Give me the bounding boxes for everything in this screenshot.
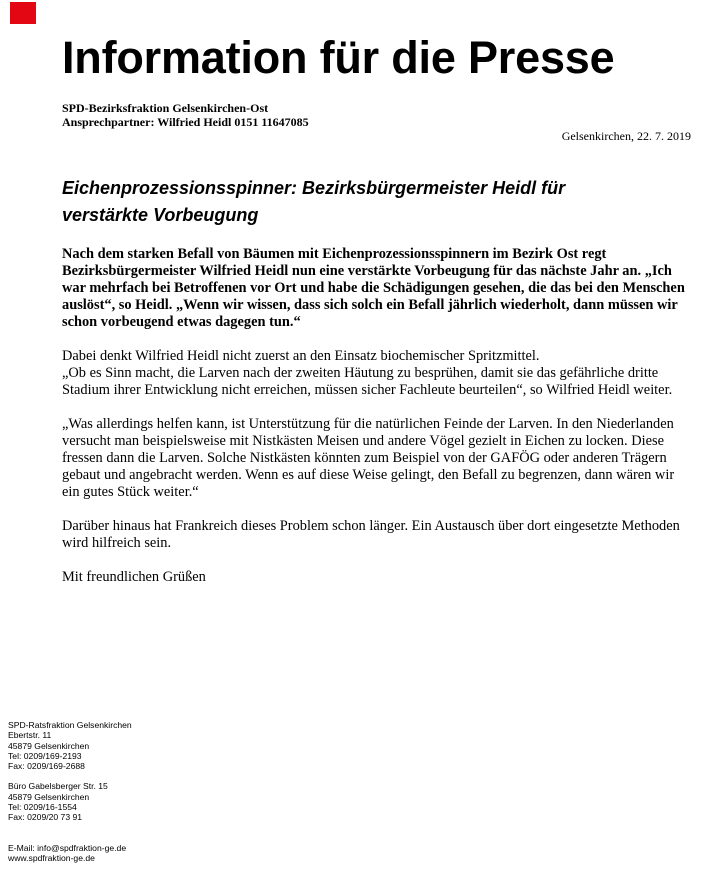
paragraph-4: Darüber hinaus hat Frankreich dieses Problem schon länger. Ein Austausch über dort eingesetzte Methoden wird hilfreich sein. [62,518,680,551]
lead-paragraph: Nach dem starken Befall von Bäumen mit Eichenprozessionsspinnern im Bezirk Ost regt Bezirksbürgermeister Wilfried Heidl nun eine verstärkte Vorbeugung für das nächste Jahr an. „Ich war mehrfach bei Betroffenen vor Ort und habe die Schädigungen gesehen, die das bei den Menschen auslöst“, so Heidl. „Wenn wir wissen, dass sich solch ein Befall jährlich wiederholt, dann müssen wir schon vorbeugend etwas dagegen tun.“ [62,246,685,330]
footer-address [8,720,132,863]
paragraph-2-quote: „Ob es Sinn macht, die Larven nach der zweiten Häutung zu besprühen, damit sie das gefährliche dritte Stadium ihrer Entwicklung nicht erreichen, müssen sicher Fachleute beurteilen“, so Wilfried Heidl weiter. [62,365,673,398]
footer-street-1: Ebertstr. 11 [8,730,52,741]
sender-block [62,101,309,129]
page-title: Information für die Presse [62,32,615,83]
closing-greeting: Mit freundlichen Grüßen [62,569,206,585]
sender-organization: SPD-Bezirksfraktion Gelsenkirchen-Ost [62,101,269,115]
headline-line-2: verstärkte Vorbeugung [62,205,259,225]
footer-email: E-Mail: info@spdfraktion-ge.de [8,842,127,853]
footer-city-2: 45879 Gelsenkirchen [8,791,90,802]
footer-city-1: 45879 Gelsenkirchen [8,740,90,751]
footer-website: www.spdfraktion-ge.de [8,852,95,863]
red-logo-square [10,2,36,24]
footer-fax-2: Fax: 0209/20 73 91 [8,812,83,823]
footer-fax-1: Fax: 0209/169-2688 [8,761,85,772]
footer-street-2: Büro Gabelsberger Str. 15 [8,781,108,792]
footer-phone-2: Tel: 0209/16-1554 [8,802,77,813]
paragraph-2-first-line: Dabei denkt Wilfried Heidl nicht zuerst an den Einsatz biochemischer Spritzmittel. [62,348,540,364]
footer-organization: SPD-Ratsfraktion Gelsenkirchen [8,720,132,730]
place-date: Gelsenkirchen, 22. 7. 2019 [561,129,691,143]
paragraph-3: „Was allerdings helfen kann, ist Unterstützung für die natürlichen Feinde der Larven. In den Niederlanden versucht man beispielsweise mit Nistkästen Meisen und andere Vögel gezielt in Eichen zu locken. Diese fressen dann die Larven. Solche Nistkästen könnten zum Beispiel von der GAFÖG oder anderen Trägern gebaut und angebracht werden. Wenn es auf diese Weise gelingt, den Befall zu begrenzen, dann wären wir ein gutes Stück weiter.“ [62,416,675,500]
headline-line-1: Eichenprozessionsspinner: Bezirksbürgermeister Heidl für [62,178,566,198]
article-body [62,246,692,586]
footer-phone-1: Tel: 0209/169-2193 [8,750,82,761]
paragraph-2 [62,348,692,399]
article-headline [62,175,682,229]
contact-person: Ansprechpartner: Wilfried Heidl 0151 11647085 [62,115,309,129]
